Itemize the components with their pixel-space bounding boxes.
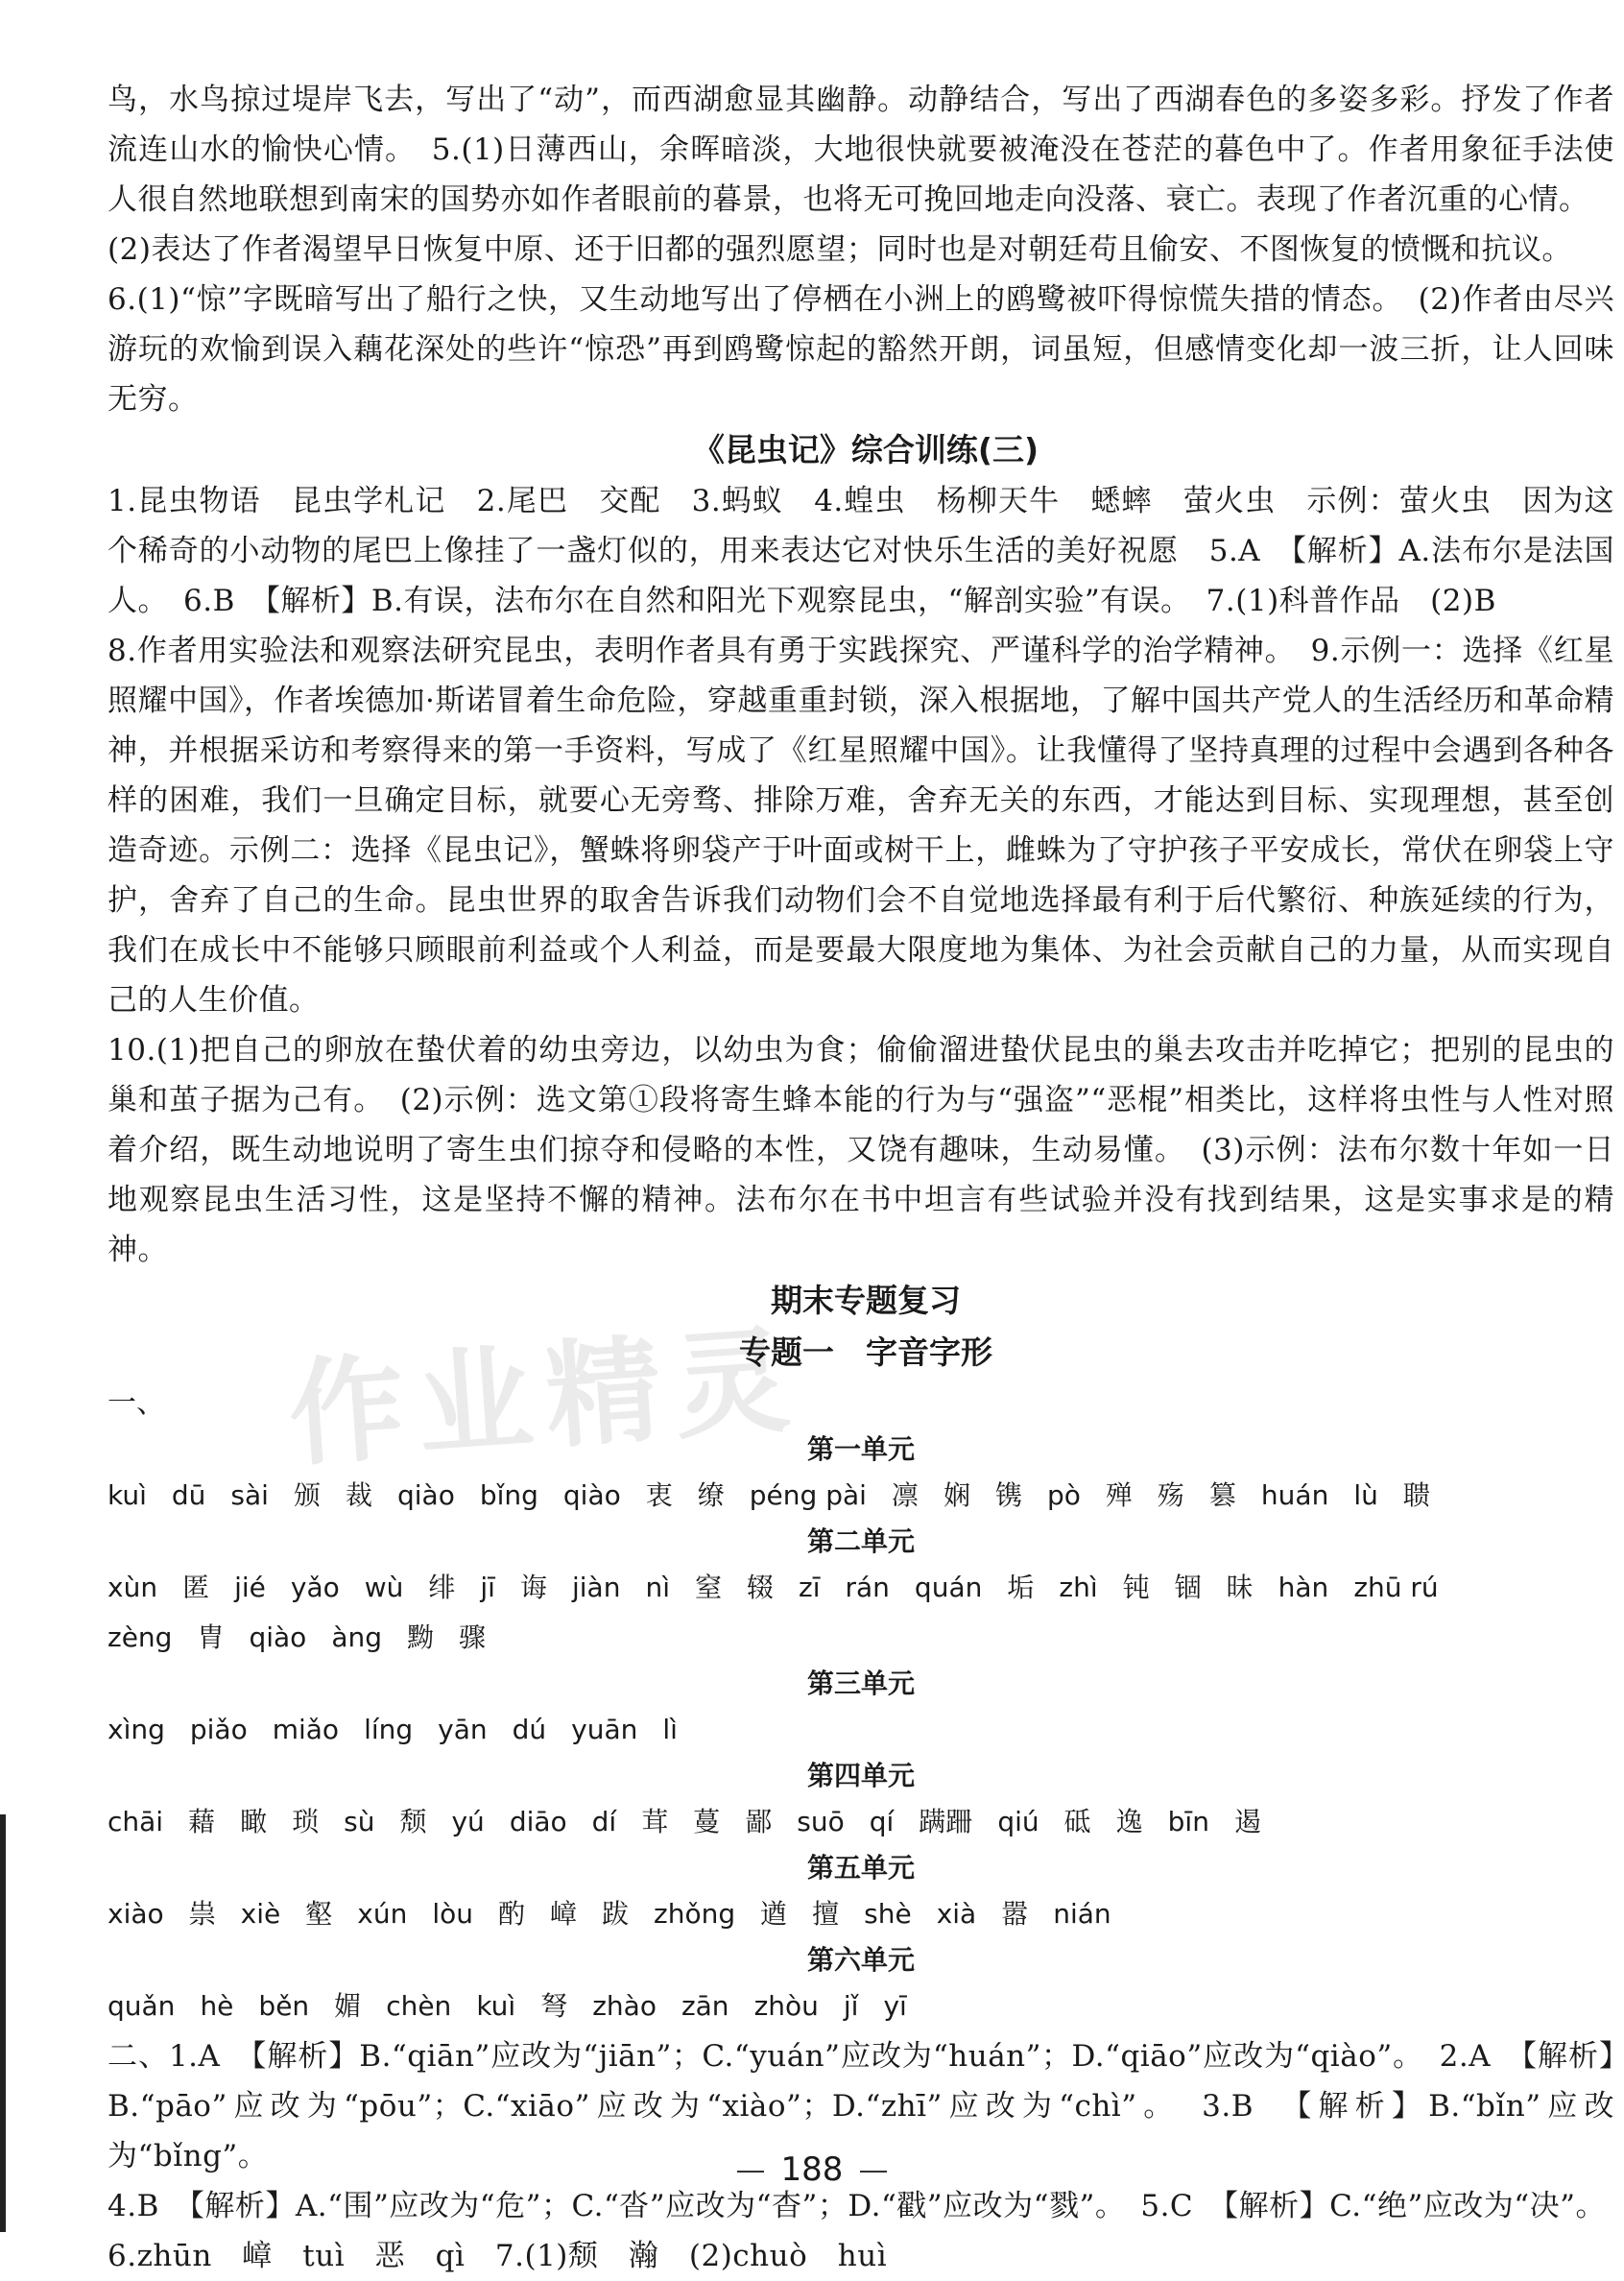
- pinyin-item: xià: [936, 1898, 977, 1930]
- pinyin-item: sù: [344, 1806, 375, 1837]
- pinyin-item: chāi: [107, 1806, 164, 1837]
- pinyin-item: xùn: [107, 1572, 158, 1603]
- unit-heading: 第一单元: [806, 1433, 915, 1465]
- pinyin-item: 瞰: [240, 1806, 268, 1837]
- unit-heading: 第四单元: [806, 1760, 915, 1791]
- pinyin-item: 昧: [1226, 1572, 1254, 1603]
- pinyin-item: 诲: [519, 1572, 547, 1603]
- pinyin-item: yī: [883, 1990, 907, 2022]
- pinyin-item: jié: [234, 1572, 266, 1603]
- pinyin-item: xún: [357, 1898, 408, 1930]
- pinyin-item: nì: [645, 1572, 670, 1603]
- pinyin-item: 遒: [760, 1898, 788, 1930]
- pinyin-item: wù: [364, 1572, 404, 1603]
- pinyin-item: qiú: [997, 1806, 1039, 1837]
- pinyin-item: 蔓: [693, 1806, 721, 1837]
- pinyin-item: jiàn: [571, 1572, 621, 1603]
- pinyin-item: bīn: [1167, 1806, 1209, 1837]
- pinyin-item: běn: [258, 1990, 310, 2022]
- pinyin-item: 酌: [497, 1898, 525, 1930]
- dash-left: [737, 2171, 764, 2173]
- answer-paragraph: 1.昆虫物语 昆虫学札记 2.尾巴 交配 3.蚂蚁 4.蝗虫 杨柳天牛 蟋蟀 萤火虫 示例：萤火虫 因为这个稀奇的小动物的尾巴上像挂了一盏灯似的，用来表达它对快乐生活的美好祝愿 5.A 【解析】A.法布尔是法国人。 6.B 【解析】B.有误，法布尔在自然和阳光下观察昆虫，“解剖实验”有误。 7.(1)科普作品 (2)B: [107, 484, 1614, 618]
- unit-list: [107, 1429, 1624, 2031]
- pinyin-item: yuān: [571, 1714, 638, 1745]
- pinyin-row: [107, 1705, 1624, 1755]
- pinyin-item: péng pài: [749, 1479, 867, 1511]
- pinyin-item: bǐng: [479, 1479, 538, 1511]
- answer-paragraph: 二、1.A 【解析】B.“qiān”应改为“jiān”；C.“yuán”应改为“huán”；D.“qiāo”应改为“qiào”。 2.A 【解析】B.“pāo”应改为“pōu”；C.“xiāo”应改为“xiào”；D.“zhī”应改为“chì”。 3.B 【解析】B.“bǐn”应改为“bǐng”。: [107, 2039, 1614, 2173]
- pinyin-item: 遏: [1233, 1806, 1261, 1837]
- pinyin-item: qí: [869, 1806, 895, 1837]
- answer-paragraph: 10.(1)把自己的卵放在蛰伏着的幼虫旁边，以幼虫为食；偷偷溜进蛰伏昆虫的巢去攻击并吃掉它；把别的昆虫的巢和茧子据为己有。 (2)示例：选文第①段将寄生蜂本能的行为与“强盗”“恶棍”相类比，这样将虫性与人性对照着介绍，既生动地说明了寄生虫们掠夺和侵略的本性，又饶有趣味，生动易懂。 (3)示例：法布尔数十年如一日地观察昆虫生活习性，这是坚持不懈的精神。法布尔在书中坦言有些试验并没有找到结果，这是实事求是的精神。: [107, 1033, 1614, 1267]
- pinyin-item: 绯: [428, 1572, 456, 1603]
- section-title-kunchong: 《昆虫记》综合训练(三): [692, 431, 1039, 468]
- pinyin-item: zhū rú: [1353, 1572, 1439, 1603]
- pinyin-item: àng: [331, 1621, 382, 1653]
- page-number: [0, 2150, 1624, 2189]
- pinyin-item: yǎo: [290, 1572, 340, 1603]
- pinyin-row: [107, 1613, 1624, 1663]
- review-subtitle: 专题一 字音字形: [739, 1333, 992, 1371]
- pinyin-item: lù: [1353, 1479, 1378, 1511]
- pinyin-item: kuì: [476, 1990, 516, 2022]
- pinyin-item: 琐: [292, 1806, 320, 1837]
- pinyin-item: diāo: [509, 1806, 567, 1837]
- pinyin-item: 骤: [459, 1621, 487, 1653]
- pinyin-item: nián: [1053, 1898, 1111, 1930]
- answer-paragraph: 8.作者用实验法和观察法研究昆虫，表明作者具有勇于实践探究、严谨科学的治学精神。 9.示例一：选择《红星照耀中国》，作者埃德加·斯诺冒着生命危险，穿越重重封锁，深入根据地，了解中国共产党人的生活经历和革命精神，并根据采访和考察得来的第一手资料，写成了《红星照耀中国》。让我懂得了坚持真理的过程中会遇到各种各样的困难，我们一旦确定目标，就要心无旁骛、排除万难，舍弃无关的东西，才能达到目标、实现理想，甚至创造奇迹。示例二：选择《昆虫记》，蟹蛛将卵袋产于叶面或树干上，雌蛛为了守护孩子平安成长，常伏在卵袋上守护，舍弃了自己的生命。昆虫世界的取舍告诉我们动物们会不自觉地选择最有利于后代繁衍、种族延续的行为，我们在成长中不能够只顾眼前利益或个人利益，而是要最大限度地为集体、为社会贡献自己的力量，从而实现自己的人生价值。: [107, 634, 1614, 1018]
- pinyin-item: zān: [681, 1990, 729, 2022]
- pinyin-item: qiào: [249, 1621, 307, 1653]
- pinyin-item: quán: [914, 1572, 983, 1603]
- pinyin-item: 殇: [1157, 1479, 1184, 1511]
- pinyin-row: [107, 1797, 1624, 1847]
- pinyin-item: 砥: [1063, 1806, 1091, 1837]
- pinyin-item: xiào: [107, 1898, 164, 1930]
- pinyin-item: zhào: [592, 1990, 657, 2022]
- pinyin-item: 锢: [1174, 1572, 1202, 1603]
- pinyin-item: 胄: [197, 1621, 225, 1653]
- pinyin-item: 裁: [345, 1479, 372, 1511]
- pinyin-item: quǎn: [107, 1990, 176, 2022]
- pinyin-item: 辍: [747, 1572, 775, 1603]
- pinyin-row: [107, 1981, 1624, 2031]
- pinyin-item: zī: [799, 1572, 821, 1603]
- answer-page: [107, 75, 1624, 2281]
- part-one-label: 一、: [107, 1386, 165, 1420]
- pinyin-item: 缭: [697, 1479, 725, 1511]
- pinyin-row: [107, 1563, 1624, 1613]
- binding-edge: [0, 1814, 6, 2232]
- pinyin-item: qiào: [562, 1479, 621, 1511]
- pinyin-item: 钝: [1122, 1572, 1150, 1603]
- pinyin-item: 黝: [407, 1621, 435, 1653]
- pinyin-item: chèn: [386, 1990, 452, 2022]
- pinyin-item: 逸: [1115, 1806, 1143, 1837]
- pinyin-item: huán: [1260, 1479, 1329, 1511]
- pinyin-item: 窒: [694, 1572, 722, 1603]
- pinyin-item: 殚: [1105, 1479, 1133, 1511]
- answer-paragraph: 4.B 【解析】A.“围”应改为“危”；C.“沓”应改为“杳”；D.“戳”应改为“戮”。 5.C 【解析】C.“绝”应改为“决”。: [107, 2189, 1607, 2223]
- pinyin-item: 镌: [994, 1479, 1022, 1511]
- pinyin-item: dú: [512, 1714, 547, 1745]
- pinyin-item: jǐ: [843, 1990, 859, 2022]
- pinyin-item: 跋: [602, 1898, 630, 1930]
- pinyin-item: sài: [230, 1479, 269, 1511]
- pinyin-item: pò: [1046, 1479, 1081, 1511]
- dash-right: [860, 2171, 887, 2173]
- unit-heading: 第二单元: [806, 1525, 915, 1557]
- pinyin-row: [107, 1889, 1624, 1939]
- pinyin-item: 鄙: [745, 1806, 773, 1837]
- pinyin-item: 嶂: [549, 1898, 577, 1930]
- pinyin-item: zhǒng: [654, 1898, 736, 1930]
- pinyin-item: zhòu: [753, 1990, 819, 2022]
- pinyin-item: 媚: [334, 1990, 362, 2022]
- pinyin-item: 颓: [399, 1806, 427, 1837]
- pinyin-item: líng: [364, 1714, 414, 1745]
- pinyin-item: zhì: [1059, 1572, 1098, 1603]
- answer-paragraph: 6.(1)“惊”字既暗写出了船行之快，又生动地写出了停栖在小洲上的鸥鹭被吓得惊慌失措的情态。 (2)作者由尽兴游玩的欢愉到误入藕花深处的些许“惊恐”再到鸥鹭惊起的豁然开朗，词虽短，但感情变化却一波三折，让人回味无穷。: [107, 282, 1614, 417]
- pinyin-item: 茸: [641, 1806, 669, 1837]
- pinyin-item: 擅: [812, 1898, 840, 1930]
- answer-paragraph: (2)表达了作者渴望早日恢复中原、还于旧都的强烈愿望；同时也是对朝廷苟且偷安、不图恢复的愤慨和抗议。: [107, 232, 1572, 267]
- pinyin-item: 藉: [188, 1806, 216, 1837]
- pinyin-item: lòu: [432, 1898, 473, 1930]
- pinyin-item: xìng: [107, 1714, 165, 1745]
- pinyin-item: 弩: [540, 1990, 568, 2022]
- pinyin-item: 娴: [943, 1479, 970, 1511]
- pinyin-item: 颁: [293, 1479, 321, 1511]
- review-title: 期末专题复习: [771, 1282, 961, 1319]
- unit-heading: 第三单元: [806, 1668, 915, 1699]
- pinyin-item: suō: [797, 1806, 845, 1837]
- pinyin-item: 垢: [1007, 1572, 1035, 1603]
- pinyin-item: jī: [480, 1572, 495, 1603]
- pinyin-item: 壑: [305, 1898, 333, 1930]
- pinyin-item: 祟: [188, 1898, 216, 1930]
- pinyin-item: kuì: [107, 1479, 147, 1511]
- watermark: 作业精灵: [284, 1313, 807, 1483]
- pinyin-item: 聩: [1402, 1479, 1430, 1511]
- pinyin-item: piǎo: [189, 1714, 248, 1745]
- pinyin-item: hàn: [1278, 1572, 1329, 1603]
- pinyin-item: rán: [845, 1572, 890, 1603]
- pinyin-item: qiào: [396, 1479, 455, 1511]
- pinyin-item: 匿: [182, 1572, 210, 1603]
- pinyin-item: miǎo: [272, 1714, 340, 1745]
- page-number-text: 188: [780, 2150, 844, 2189]
- answer-paragraph: 6.zhūn 嶂 tuì 恶 qì 7.(1)颓 瀚 (2)chuò huì: [107, 2239, 888, 2273]
- pinyin-item: dí: [591, 1806, 617, 1837]
- pinyin-item: 凛: [891, 1479, 919, 1511]
- pinyin-item: lì: [662, 1714, 678, 1745]
- unit-heading: 第五单元: [806, 1852, 915, 1884]
- pinyin-item: hè: [200, 1990, 234, 2022]
- pinyin-item: yú: [451, 1806, 485, 1837]
- pinyin-item: xiè: [240, 1898, 281, 1930]
- pinyin-item: 嚣: [1001, 1898, 1029, 1930]
- pinyin-item: 蹒跚: [919, 1806, 973, 1837]
- pinyin-item: dū: [171, 1479, 206, 1511]
- answer-paragraph: 鸟，水鸟掠过堤岸飞去，写出了“动”，而西湖愈显其幽静。动静结合，写出了西湖春色的多姿多彩。抒发了作者流连山水的愉快心情。 5.(1)日薄西山，余晖暗淡，大地很快就要被淹没在苍茫的暮色中了。作者用象征手法使人很自然地联想到南宋的国势亦如作者眼前的暮景，也将无可挽回地走向没落、衰亡。表现了作者沉重的心情。: [107, 83, 1614, 217]
- pinyin-item: 篡: [1208, 1479, 1236, 1511]
- pinyin-item: shè: [864, 1898, 912, 1930]
- pinyin-item: 衷: [645, 1479, 673, 1511]
- pinyin-item: yān: [438, 1714, 488, 1745]
- pinyin-item: zèng: [107, 1621, 173, 1653]
- unit-heading: 第六单元: [806, 1944, 915, 1976]
